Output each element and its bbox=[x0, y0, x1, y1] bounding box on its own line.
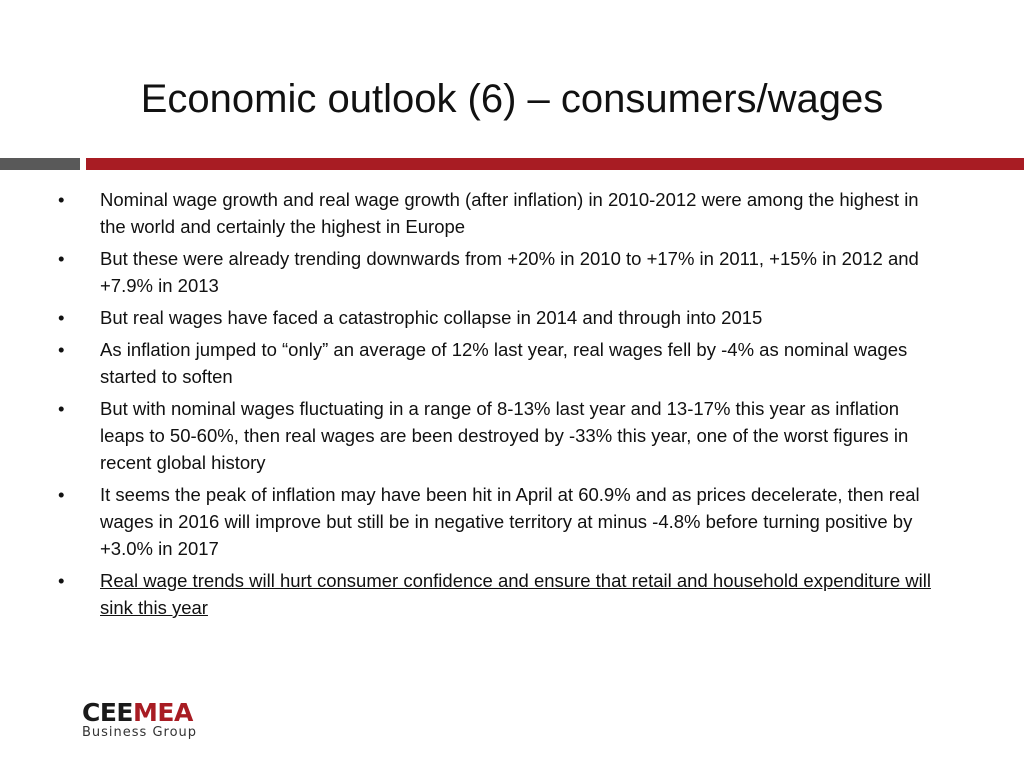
bullet-dot-icon: • bbox=[58, 248, 65, 269]
logo-wordmark bbox=[82, 700, 242, 726]
bullet-text: But real wages have faced a catastrophic collapse in 2014 and through into 2015 bbox=[100, 307, 763, 328]
slide-title: Economic outlook (6) – consumers/wages bbox=[140, 77, 884, 121]
bullet-item-conclusion bbox=[58, 567, 948, 621]
bullet-item bbox=[58, 336, 948, 390]
bullet-dot-icon: • bbox=[58, 307, 65, 328]
bullet-dot-icon: • bbox=[58, 570, 65, 591]
bullet-dot-icon: • bbox=[58, 189, 65, 210]
bullet-text: But these were already trending downwards from +20% in 2010 to +17% in 2011, +15% in 2012 and +7.9% in 2013 bbox=[100, 248, 919, 296]
bullet-item bbox=[58, 245, 948, 299]
logo-text-mea: MEA bbox=[133, 698, 193, 727]
bullet-item bbox=[58, 395, 948, 476]
logo-subtitle: Business Group bbox=[82, 725, 198, 740]
bullet-text: It seems the peak of inflation may have been hit in April at 60.9% and as prices decelerate, then real wages in 2016 will improve but still be in negative territory at minus -4.8% before turning positive by +3.0% in 2017 bbox=[100, 484, 920, 559]
logo-text-cee: CEE bbox=[82, 698, 134, 727]
title-divider-red bbox=[86, 158, 1024, 170]
bullet-list bbox=[58, 186, 948, 626]
bullet-text: But with nominal wages fluctuating in a range of 8-13% last year and 13-17% this year as inflation leaps to 50-60%, then real wages are been destroyed by -33% this year, one of the worst figures in recent global history bbox=[100, 398, 909, 473]
bullet-dot-icon: • bbox=[58, 339, 65, 360]
bullet-text: Nominal wage growth and real wage growth (after inflation) in 2010-2012 were among the highest in the world and certainly the highest in Europe bbox=[100, 189, 919, 237]
bullet-text: As inflation jumped to “only” an average of 12% last year, real wages fell by -4% as nominal wages started to soften bbox=[100, 339, 908, 387]
bullet-text-underlined: Real wage trends will hurt consumer confidence and ensure that retail and household expenditure will sink this year bbox=[100, 570, 931, 618]
bullet-item bbox=[58, 481, 948, 562]
title-divider-gray bbox=[0, 158, 80, 170]
ceemea-logo bbox=[82, 700, 242, 742]
bullet-item bbox=[58, 304, 948, 331]
bullet-dot-icon: • bbox=[58, 398, 65, 419]
bullet-item bbox=[58, 186, 948, 240]
bullet-dot-icon: • bbox=[58, 484, 65, 505]
